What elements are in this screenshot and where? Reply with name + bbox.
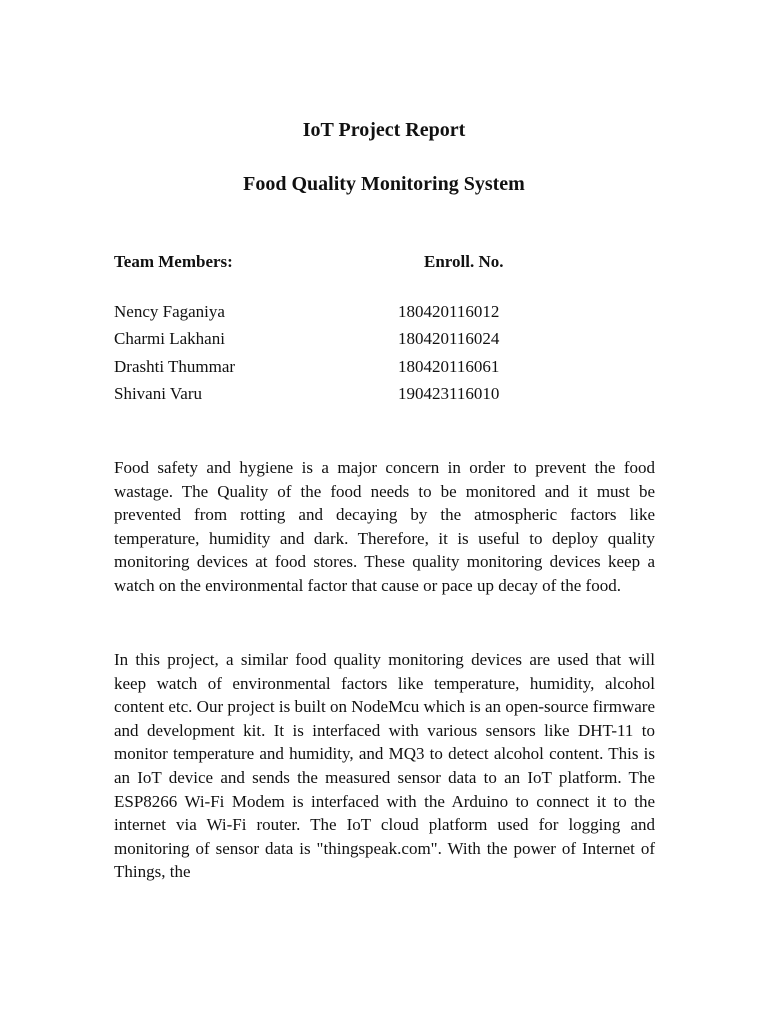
member-enroll-no: 180420116024	[398, 329, 500, 349]
member-enroll-no: 180420116061	[398, 356, 500, 376]
report-title: IoT Project Report	[302, 119, 466, 141]
project-paragraph: In this project, a similar food quality monitoring devices are used that will keep watch of environmental factors like temperature, humidity, alcohol content etc. Our project is built on NodeMcu which is an open-source firmware and development kit. It is interfaced with various sensors like DHT-11 to monitor temperature and humidity, and MQ3 to detect alcohol content. This is an IoT device and sends the measured sensor data to an IoT platform. The ESP8266 Wi-Fi Modem is interfaced with the Arduino to connect it to the internet via Wi-Fi router. The IoT cloud platform used for logging and monitoring of sensor data is "thingspeak.com". With the power of Internet of Things, the	[114, 650, 655, 882]
team-member-row	[114, 381, 574, 409]
team-member-row	[114, 326, 574, 354]
team-member-row	[114, 353, 574, 381]
team-table	[114, 252, 574, 408]
member-enroll-no: 190423116010	[398, 384, 500, 404]
member-name: Shivani Varu	[114, 384, 202, 404]
enroll-no-header: Enroll. No.	[424, 252, 504, 271]
member-name: Nency Faganiya	[114, 301, 225, 321]
team-members-header: Team Members:	[114, 252, 233, 271]
member-name: Charmi Lakhani	[114, 329, 225, 349]
team-table-header	[114, 252, 574, 278]
team-member-row	[114, 298, 574, 326]
report-subtitle: Food Quality Monitoring System	[243, 173, 525, 195]
member-enroll-no: 180420116012	[398, 301, 500, 321]
intro-paragraph: Food safety and hygiene is a major concern in order to prevent the food wastage. The Quality of the food needs to be monitored and it must be prevented from rotting and decaying by the atmospheric factors like temperature, humidity and dark. Therefore, it is useful to deploy quality monitoring devices at food stores. These quality monitoring devices keep a watch on the environmental factor that cause or pace up decay of the food.	[114, 458, 655, 595]
member-name: Drashti Thummar	[114, 356, 236, 376]
